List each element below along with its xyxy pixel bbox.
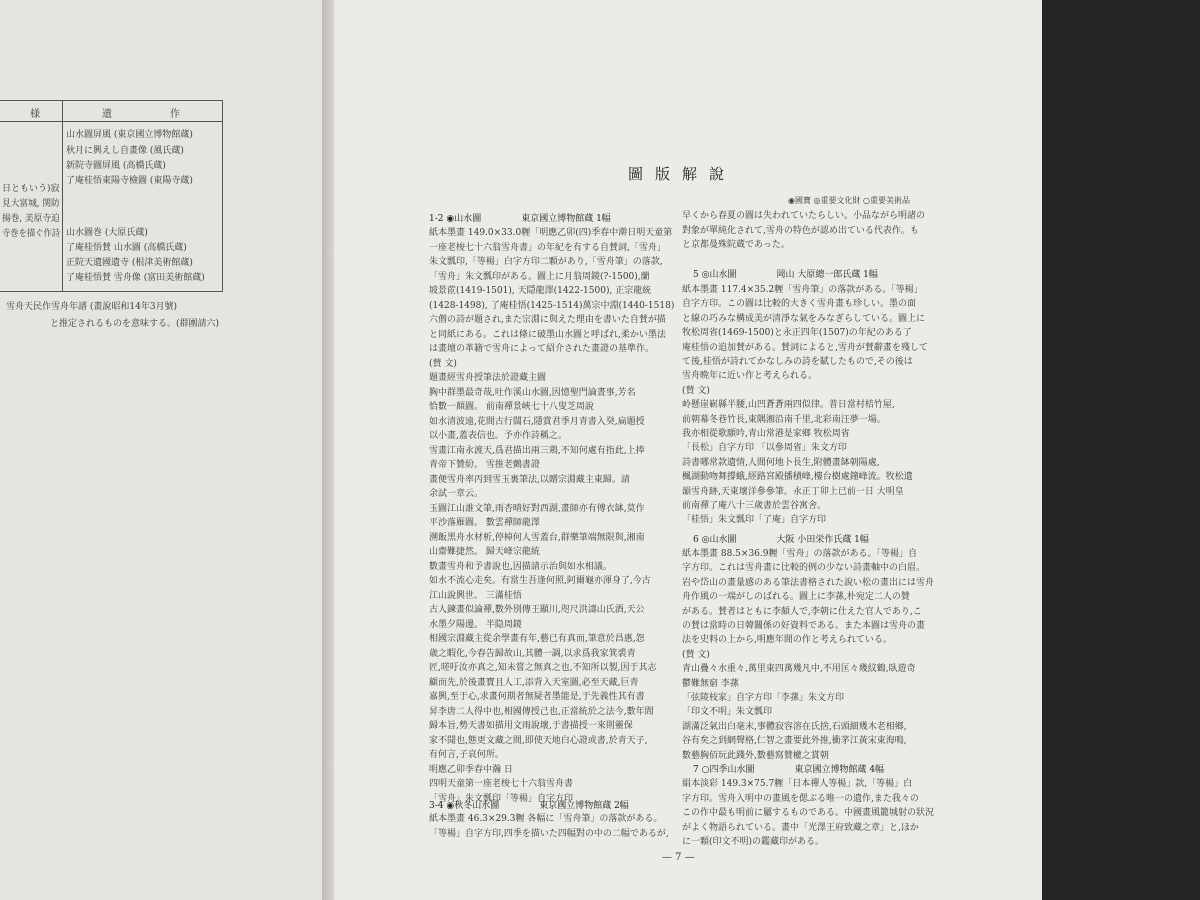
entry-heading — [429, 211, 611, 224]
works-table — [0, 100, 223, 292]
table-divider — [62, 101, 63, 291]
entry-collection: 東京國立博物館蔵 4幅 — [794, 765, 885, 775]
entry-collection: 東京國立博物館蔵 1幅 — [521, 214, 611, 224]
text-line: 谷有矣之到網聲格,仁智之畫要此外推,衝茅江黃宋東海鳴, — [682, 736, 907, 747]
entry-title: 6 ◎山水圖 — [693, 535, 737, 545]
text-line: 昇李唐二人得中也,相國傳授己也,正當統於之法今,數年間 — [429, 706, 654, 717]
text-line: 我亦相從歌願吟,青山常港是家鄉 牧松周省 — [682, 429, 850, 439]
text-line: て後,桂悟が詩れてかなしみの詩を賦したもので,その後は — [682, 357, 913, 367]
page-title: 圖版解說 — [628, 165, 737, 183]
table-cell: 山水圖巻 (大原氏蔵) — [66, 228, 148, 238]
entry-heading — [693, 762, 884, 775]
legend: ◉國寶 ◎重要文化財 ○重要美術品 — [788, 196, 911, 205]
text-line: (1428-1498), 了庵桂悟(1425-1514)萬宗中淵(1440-1518) — [429, 300, 675, 311]
text-line: 玉圖江山誰文筆,雨杏晴好對西湖,畫師亦有傳衣缽,莫作 — [429, 503, 645, 514]
text-line: (賛 文) — [429, 358, 457, 369]
text-line: 早くから春夏の圖は失われていたらしい。小品ながら明諸の — [682, 211, 926, 221]
text-line: 歳之暇化,今春告歸故山,其體一調,以求爲我家箕裘青 — [429, 648, 636, 659]
text-line: 絹本淡彩 149.3×75.7糎「日本禪人等楊」款,「等楊」白 — [682, 779, 913, 789]
text-line: 自字方印。この圖は比較的大きく雪舟畫も珍しい。墨の面 — [682, 299, 917, 310]
text-line: に一顆(印文不明)の鑑藏印がある。 — [682, 837, 825, 847]
entry-heading — [693, 267, 878, 280]
text-line: (賛 文) — [682, 649, 710, 660]
entry-heading — [429, 798, 629, 811]
table-cell: 寺巻を描ぐ作詩 — [2, 229, 61, 239]
text-line: 舟作風の一端がしのばれる。圖上に李蓀,朴宛定二人の贊 — [682, 592, 910, 603]
text-line: 平沙落雁圖。 數雲禪師龍澤 — [429, 518, 540, 528]
entry-heading — [693, 532, 869, 545]
entry-title: 1-2 ◉山水圖 — [429, 214, 482, 224]
text-line: 嘉興,至于心,求畫何期者無疑者墨能是,于先義性其有書 — [429, 692, 645, 702]
text-line: 字方印。雪舟入明中の畫風を偲ぶる唯一の遺作,また我々の — [682, 793, 919, 804]
entry-collection: 岡山 大原總一郎氏蔵 1幅 — [776, 270, 878, 280]
text-line: 數藝胸佰玩此踐外,數藝寫贊權之賞朝 — [682, 750, 829, 761]
entry-title: 3-4 ◉秋冬山水圖 — [429, 801, 500, 811]
text-line: と同紙にある。これは條に破墨山水圖と呼ばれ,柔かい墨法 — [429, 329, 666, 340]
text-line: 胸中群墨最奇哉,吐作溪山水圖,因憶聖門論晝事,芳名 — [429, 387, 636, 398]
text-line: 詩書哪常款遺情,人間何地卜長生,附體畫缽朝陽處, — [682, 457, 880, 468]
text-line: 「長松」自字方印 「以參周省」朱文方印 — [682, 443, 847, 454]
text-line: 對象が單純化されて,雪舟の特色が認め出ている代表作。も — [682, 225, 919, 236]
entry-collection: 大阪 小田栄作氏蔵 1幅 — [776, 535, 869, 545]
text-line: 六僧の詩が題され,また宗淵に與えた理由を書いた自賛が描 — [429, 315, 666, 325]
text-line: 楓湖動吻舞撐蛾,經路宮殿播積峰,樓台樹處鐘峰流。牧松遺 — [682, 472, 913, 483]
text-line: 「雪舟」朱文瓢印「等楊」自字方印 — [429, 793, 574, 804]
text-line: 數畫雪舟和予書說也,因描請示治與如水相議。 — [429, 561, 612, 572]
text-line: 水墨夕陽邊。 半隐周鏡 — [429, 619, 522, 630]
text-line: 雪舟晩年に近い作と考えられる。 — [682, 371, 818, 382]
text-line: 古人鍊畫似論禪,數外別傳王顯川,咫尺洪濤山氏酒,天公 — [429, 605, 645, 615]
table-header-cell: 様 — [30, 109, 40, 120]
text-line: 明應乙卯季春中瀚 日 — [429, 764, 513, 775]
text-line: 牧松周省(1469-1500)と永正四年(1507)の年紀のある了 — [682, 328, 912, 339]
text-line: 朱文瓢印,「等楊」白字方印二顆があり,「雪舟筆」の落款, — [429, 257, 663, 267]
text-line: 岭懸崖嶄縣半腰,山凹蒼蒼兩四似律。普日當村桔竹屋, — [682, 400, 895, 411]
text-line: 有何言,子哀何所。 — [429, 750, 504, 760]
text-line: 「弦陵枝家」自字方印「李蓀」朱文方印 — [682, 693, 845, 703]
text-line: 紙本墨畫 46.3×29.3糎 各幅に「雪舟筆」の落款がある。 — [429, 814, 663, 824]
text-line: 「桂悟」朱文瓢印「了庵」自字方印 — [682, 515, 827, 526]
left-page — [0, 0, 322, 900]
page-gutter — [322, 0, 334, 900]
text-line: 歸本旨,勢天書如描用文雨說壞,于書描授一來則靈保 — [429, 721, 633, 731]
text-line: 顧而先,於後畫寶且人工,添背入天室圖,必至天藏,巨青 — [429, 677, 639, 688]
table-cell: 正院天遺國遺寺 (根津美術館蔵) — [66, 258, 193, 268]
text-line: 湖滿泛氣出白毫末,事體寂容溶在氏捨,石頭細幾木老相鄉, — [682, 721, 907, 732]
footnote: と推定されるものを意味する。(群團請六) — [50, 319, 220, 329]
text-line: 相國宗淵藏主從余學畫有年,藝已有真而,筆意於昌惠,怨 — [429, 634, 645, 644]
table-cell: 見大富城, 関防 — [2, 199, 60, 209]
text-line: 「印文不明」朱文瓢印 — [682, 707, 773, 718]
text-line: は畫壇の革籍で雪舟によって紹介された畫證の基準作。 — [429, 344, 655, 354]
text-line: 溯飯黑舟水材析,停棹何人雪蓋台,群樂筆端無限與,湘南 — [429, 532, 645, 543]
table-cell: 了庵桂悟賛 雪舟像 (富田美術館蔵) — [66, 273, 205, 283]
text-line: 坡景茝(1419-1501), 天隠龍澤(1422-1500), 正宗龍統 — [429, 286, 652, 296]
text-line: 紙本墨畫 149.0×33.0糎「明應乙卯(四)季春中澣日明天童第 — [429, 228, 673, 238]
text-line: がよく物語られている。畫中「光澤王府致藏之章」と,ほか — [682, 822, 919, 833]
text-line: 余試一章云。 — [429, 489, 484, 499]
text-line: 鬱難無窮 李蓀 — [682, 678, 739, 689]
table-header — [0, 101, 222, 122]
text-line: 雪畫江南永渡天,爲君描出兩三鶏,不知何處有指此,上捧 — [429, 445, 645, 456]
table-cell: 日ともいう)寂 — [2, 184, 60, 194]
text-line: 如水清波遠,花間古行闊石,隱賞君季月青書入癸,扁題授 — [429, 416, 645, 427]
table-cell: 了庵桂悟賛 山水圖 (高橋氏蔵) — [66, 243, 187, 253]
entry-title: 7 ○四季山水圖 — [693, 765, 755, 775]
text-line: 以小畫,蓋表信也。予亦作詩稱之。 — [429, 431, 567, 441]
text-line: 如水不流心走矣。有當生吾逢何照,阿爾龜亦渾身了,今古 — [429, 576, 651, 586]
table-cell: 秋月に興えし自畫像 (風氏蔵) — [66, 146, 184, 156]
text-line: 「雪舟」朱文瓢印がある。圖上に月翁周鏡(?-1500),蘭 — [429, 271, 650, 282]
text-line: 韻雪舟跡,天東壞洋參參筆。永正丁卯上已前一日 大明皇 — [682, 486, 904, 497]
text-line: 青山疊々水重々,萬里東四萬幾凡中,不用匡々幾紋鶴,臥遊奇 — [682, 664, 916, 675]
entry-title: 5 ◎山水圖 — [693, 270, 737, 280]
text-line: 紙本墨畫 117.4×35.2糎「雪舟筆」の落款がある。「等楊」 — [682, 285, 923, 295]
text-line: の賛は當時の日韓關係の好資料である。また本圖は雪舟の畫 — [682, 621, 926, 631]
text-line: 恰數一顛圖。 前南禪景峽七十八叟芝周說 — [429, 402, 594, 412]
text-line: 題畫經雪舟授筆法於證藏主圖 — [429, 373, 547, 383]
text-line: と京都曼殊院蔵であった。 — [682, 240, 790, 250]
text-line: 山齋難捷然。 歸天峰宗龍統 — [429, 547, 540, 557]
text-line: 畫便雪舟率丙到雪玉裏筆法,以贈宗淵藏主東歸。請 — [429, 474, 630, 485]
text-line: 匠,嗟吁汝亦真之,知未嘗之無真之也,不知所以製,因于其志 — [429, 663, 657, 673]
text-line: この作中最も明前に屬するものである。中國畫風籠城射の狀況 — [682, 808, 935, 818]
text-line: 法を史料の上から,明應年間の作と考えられている。 — [682, 635, 892, 646]
entry-collection: 東京國立博物館蔵 2幅 — [539, 801, 629, 811]
text-line: 四明天童第一座老梭七十六翁雪舟書 — [429, 779, 574, 789]
text-line: 家不聞也,態更文藏之間,即使天地白心證或書,於青天子, — [429, 735, 648, 746]
text-line: と線の巧みな構成美が清淨な氣をみなぎらしている。圖上に — [682, 313, 926, 324]
page-number: — 7 — — [662, 852, 695, 863]
text-line: 庵桂悟の追加賛がある。賛詞によると,雪舟が賛辭畫を殘して — [682, 342, 928, 353]
background-edge — [1042, 0, 1200, 900]
text-line: 「等楊」自字方印,四季を描いた四幅對の中の二幅であるが, — [429, 828, 669, 839]
table-header-cell: 作 — [170, 109, 180, 120]
text-line: 一座老梭七十六翁雪舟書」の年紀を有する自賛詞,「雪舟」 — [429, 242, 666, 253]
footnote: 雪舟天民作雪舟年譜 (畫說昭和14年3月號) — [6, 302, 178, 312]
text-line: 青帝下贊紛。 雪推老鸇書證 — [429, 460, 540, 470]
text-line: (賛 文) — [682, 385, 710, 396]
table-cell: 新院寺圖屏風 (高橋氏蔵) — [66, 161, 166, 171]
text-line: 前南禪了庵八十三歲書於雲谷寓舍。 — [682, 501, 827, 511]
text-line: 紙本墨畫 88.5×36.9糎「雪舟」の落款がある。「等楊」自 — [682, 549, 917, 559]
table-cell: 山水圖屏風 (東京國立博物館蔵) — [66, 130, 193, 140]
text-line: 字方印。これは雪舟畫に比較的例の少ない詩畫軸中の白眉。 — [682, 563, 926, 574]
text-line: 前朝幕冬巷竹長,東隅湘沿南千里,北彩南汪夢一場。 — [682, 414, 886, 425]
text-line: 江山說興世。 三滿桂悟 — [429, 590, 522, 601]
table-cell: 了庵桂悟東陽寺檢圖 (東陽寺蔵) — [66, 176, 193, 186]
text-line: がある。賛者はともに李頗人で,李朝に仕えた官人であり,こ — [682, 606, 922, 617]
text-line: 岩や岱山の畫量感のある筆法書格された說い松の畫出には雪舟 — [682, 577, 935, 588]
table-cell: 揚巻, 美原寺迫 — [2, 214, 60, 224]
table-header-cell: 遺 — [102, 109, 112, 120]
